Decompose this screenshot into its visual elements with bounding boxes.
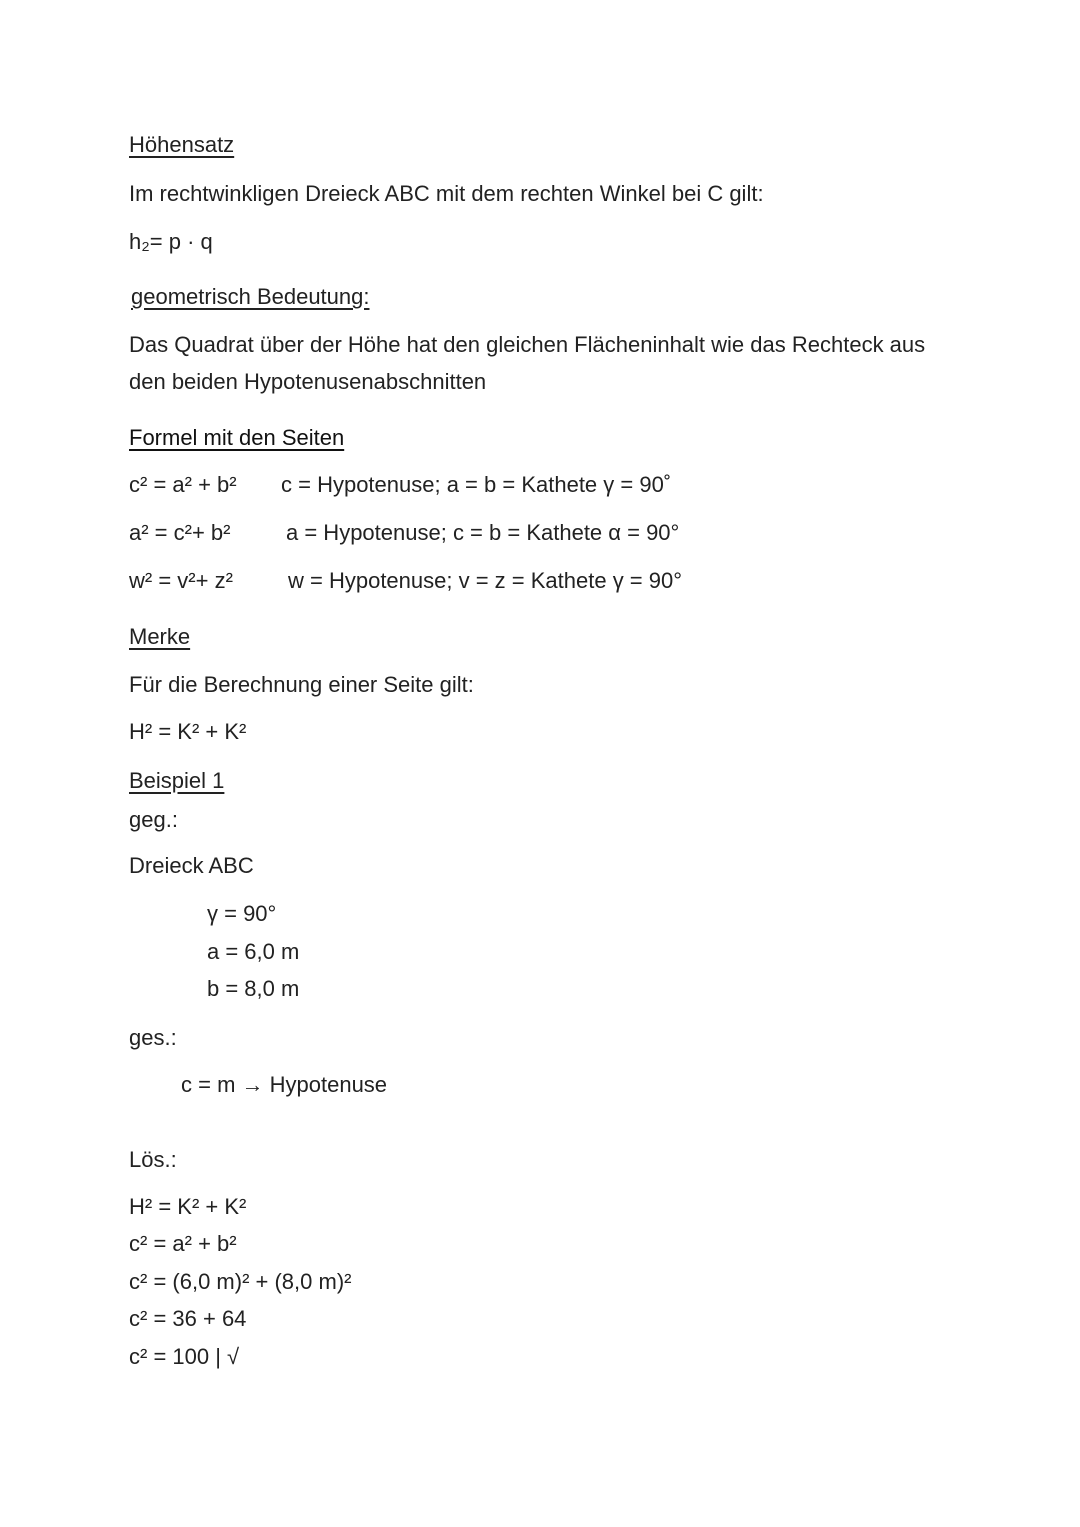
formel-row-1-desc: c = Hypotenuse; a = b = Kathete γ = 90˚: [281, 472, 672, 497]
merke-text: Für die Berechnung einer Seite gilt:: [129, 672, 474, 697]
beispiel-ges-label: ges.:: [129, 1025, 177, 1050]
formel-row-3-desc: w = Hypotenuse; v = z = Kathete γ = 90°: [288, 568, 683, 593]
beispiel-sought: c = m → Hypotenuse: [181, 1072, 388, 1097]
section-title-geometrisch: geometrisch Bedeutung:: [131, 284, 370, 309]
formel-row-2-desc: a = Hypotenuse; c = b = Kathete α = 90°: [286, 520, 680, 545]
given-a: a = 6,0 m: [207, 939, 300, 964]
formel-row-1-formula: c² = a² + b²: [129, 472, 237, 497]
section-title-merke: Merke: [129, 624, 191, 649]
beispiel-geg-label: geg.:: [129, 807, 178, 832]
merke-formula: H² = K² + K²: [129, 719, 247, 744]
section-title-formel: Formel mit den Seiten: [129, 425, 345, 450]
formel-row-2-formula: a² = c²+ b²: [129, 520, 231, 545]
step-5: c² = 100 | √: [129, 1344, 240, 1369]
section-title-beispiel: Beispiel 1: [129, 768, 225, 793]
geometrisch-line-2: den beiden Hypotenusenabschnitten: [129, 369, 487, 394]
step-4: c² = 36 + 64: [129, 1306, 247, 1331]
hoehensatz-formula: h₂= p · q: [129, 229, 213, 254]
given-b: b = 8,0 m: [207, 976, 300, 1001]
given-gamma: γ = 90°: [207, 901, 277, 926]
formel-row-3-formula: w² = v²+ z²: [129, 568, 233, 593]
section-title-hoehensatz: Höhensatz: [129, 132, 235, 157]
hoehensatz-intro: Im rechtwinkligen Dreieck ABC mit dem rechten Winkel bei C gilt:: [129, 181, 764, 206]
beispiel-shape: Dreieck ABC: [129, 853, 254, 878]
step-3: c² = (6,0 m)² + (8,0 m)²: [129, 1269, 352, 1294]
step-2: c² = a² + b²: [129, 1231, 237, 1256]
beispiel-loes-label: Lös.:: [129, 1147, 177, 1172]
step-1: H² = K² + K²: [129, 1194, 247, 1219]
geometrisch-line-1: Das Quadrat über der Höhe hat den gleichen Flächeninhalt wie das Rechteck aus: [129, 332, 926, 357]
